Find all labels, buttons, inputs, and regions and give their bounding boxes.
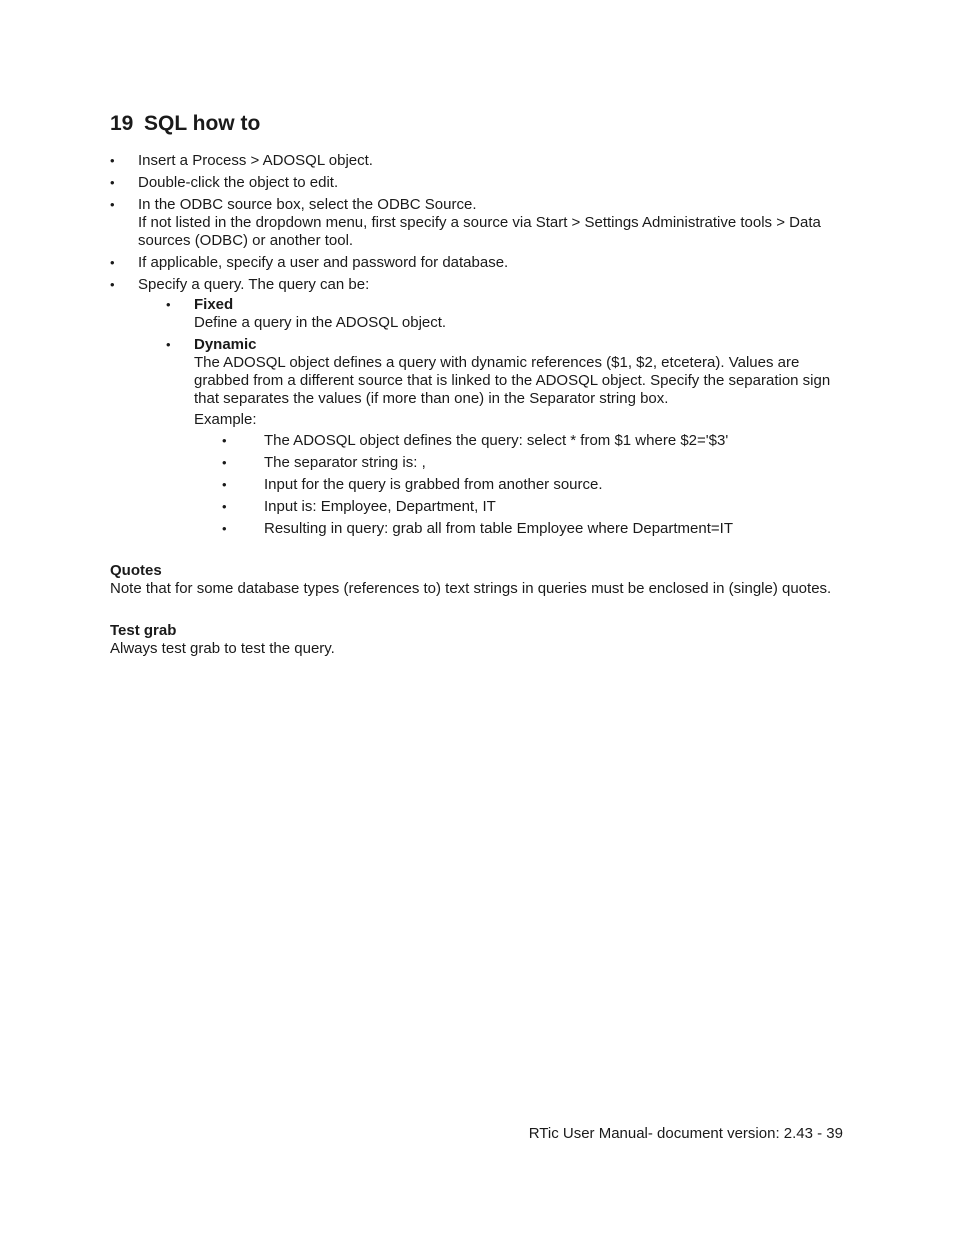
example-item: [138, 520, 840, 538]
list-item-text: In the ODBC source box, select the ODBC Source.: [138, 196, 477, 213]
bullet-icon: •: [110, 255, 115, 270]
example-item-text: The separator string is: ,: [264, 454, 426, 471]
list-item: [110, 196, 840, 250]
list-item-text: Insert a Process > ADOSQL object.: [138, 152, 373, 169]
bullet-icon: •: [110, 175, 115, 190]
quotes-section: [110, 562, 840, 598]
example-item-text: Input is: Employee, Department, IT: [264, 498, 496, 515]
bullet-icon: •: [110, 277, 115, 292]
query-type-title: Fixed: [194, 296, 234, 313]
query-type-description: Define a query in the ADOSQL object.: [194, 314, 447, 331]
quotes-text: Note that for some database types (references to) text strings in queries must be enclosed in (single) quotes.: [110, 580, 832, 597]
list-item: [110, 152, 840, 170]
section-heading: [110, 111, 840, 137]
list-item-note: If not listed in the dropdown menu, first specify a source via Start > Settings Administrative tools > Data sources (ODBC) or another tool.: [138, 214, 821, 249]
example-item: [138, 454, 840, 472]
list-item-text: If applicable, specify a user and password for database.: [138, 254, 509, 271]
query-type-title: Dynamic: [194, 336, 257, 353]
test-grab-text: Always test grab to test the query.: [110, 640, 335, 657]
example-item-text: Input for the query is grabbed from another source.: [264, 476, 603, 493]
bullet-icon: •: [110, 197, 115, 212]
bullet-icon: •: [222, 433, 227, 448]
list-item: [110, 254, 840, 272]
query-type-description: The ADOSQL object defines a query with dynamic references ($1, $2, etcetera). Values are grabbed from a different source that is linked to the ADOSQL object. Specify the separation sign that separates the values (if more than one) in the Separator string box.: [194, 354, 831, 407]
query-type-dynamic: [138, 336, 840, 538]
test-grab-section: [110, 622, 840, 658]
bullet-icon: •: [166, 337, 171, 352]
list-item-text: Double-click the object to edit.: [138, 174, 339, 191]
example-label: Example:: [194, 411, 257, 428]
example-item-text: Resulting in query: grab all from table Employee where Department=IT: [264, 520, 733, 537]
bullet-icon: •: [222, 499, 227, 514]
bullet-icon: •: [222, 455, 227, 470]
quotes-title: Quotes: [110, 562, 162, 579]
section-title: SQL how to: [144, 112, 261, 135]
example-item-text: The ADOSQL object defines the query: select * from $1 where $2='$3': [264, 432, 729, 449]
query-types-list: [138, 296, 840, 538]
query-type-fixed: [138, 296, 840, 332]
test-grab-title: Test grab: [110, 622, 177, 639]
list-item-text: Specify a query. The query can be:: [138, 276, 370, 293]
bullet-icon: •: [110, 153, 115, 168]
list-item: [110, 276, 840, 538]
bullet-icon: •: [166, 297, 171, 312]
bullet-icon: •: [222, 521, 227, 536]
bullet-icon: •: [222, 477, 227, 492]
steps-list: [110, 152, 840, 538]
list-item: [110, 174, 840, 192]
example-item: [138, 476, 840, 494]
example-item: [138, 432, 840, 450]
page-content: [110, 111, 840, 658]
section-number: 19: [110, 112, 134, 135]
example-list: [138, 432, 840, 538]
page-footer: RTic User Manual- document version: 2.43 - 39: [528, 1125, 843, 1142]
example-item: [138, 498, 840, 516]
